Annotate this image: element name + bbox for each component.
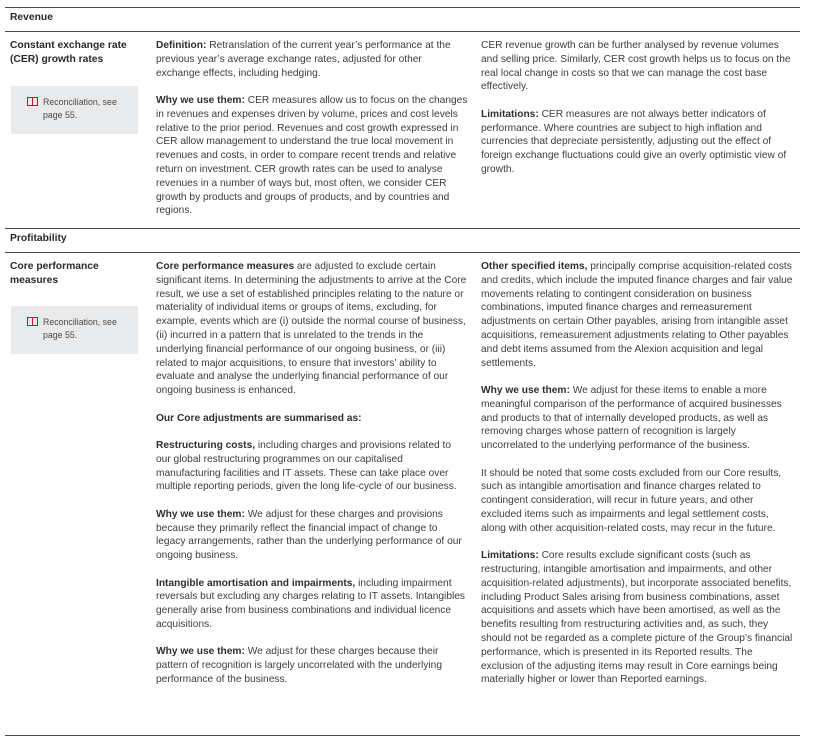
- limitations-paragraph: Limitations: CER measures are not always better indicators of performance. Where countries are subject to high inflation and currencies that depreciate persistently, adjusting out the effect of foreign exchange fluctuations could give an overly optimistic view of growth.: [481, 108, 787, 175]
- intangible-paragraph: Intangible amortisation and impairments, including impairment reversals but excluding any charges relating to IT assets. Intangibles generally arise from business combinations and individual licence acquisitions.: [156, 577, 466, 630]
- revenue-column-1: [156, 39, 468, 232]
- revenue-header-rule: [5, 31, 800, 32]
- reference-box-profitability: [11, 306, 138, 354]
- cer-analysis-paragraph: CER revenue growth can be further analysed by revenue volumes and selling price. Similarly, CER cost growth helps us to focus on the real local change in costs so that we can manage the cost base effectively.: [481, 40, 791, 93]
- restructuring-paragraph: Restructuring costs, including charges and provisions related to our global restructuring programmes on our capitalised manufacturing facilities and IT assets. These can take place over multiple reporting periods, given the long life-cycle of our business.: [156, 439, 457, 493]
- revenue-column-2: [481, 39, 793, 190]
- restructuring-why-paragraph: Why we use them: We adjust for these charges and provisions because they primarily reflect the financial impact of change to legacy arrangements, rather than the underlying performance of our ongoing business.: [156, 508, 462, 562]
- profitability-column-1: [156, 260, 468, 700]
- section-title-profitability: Profitability: [10, 233, 67, 244]
- bottom-rule: [5, 735, 800, 736]
- profitability-header-rule: [5, 252, 800, 253]
- top-rule: [5, 7, 800, 8]
- other-items-why-paragraph: Why we use them: We adjust for these items to enable a more meaningful comparison of the performance of acquired businesses and products to that of internally developed products, as well as removing charges whose pattern of recognition is largely uncorrelated to the underlying performance of the business.: [481, 384, 782, 452]
- reference-link-profitability[interactable]: Reconciliation, see page 55.: [43, 317, 117, 340]
- book-icon: [27, 317, 38, 326]
- why-we-use-paragraph: Why we use them: CER measures allow us to focus on the changes in revenues and expenses driven by volume, prices and cost levels relative to the prior period. Revenues and cost growth expressed in CER allow management to understand the true local movement in revenues and costs, in order to compare recent trends and relative return on investment. CER growth rates can be used to analyse revenues in a number of ways but, most often, we consider CER growth by products and groups of products, and by countries and regions.: [156, 94, 468, 217]
- profitability-top-rule: [5, 228, 800, 229]
- intangible-why-paragraph: Why we use them: We adjust for these charges because their pattern of recognition is largely uncorrelated with the underlying performance of the business.: [156, 646, 442, 685]
- row-title-core: Core performance measures: [10, 261, 99, 286]
- section-title-revenue: Revenue: [10, 12, 53, 23]
- profitability-column-2: [481, 260, 793, 701]
- other-items-paragraph: Other specified items, principally comprise acquisition-related costs and credits, which include the imputed finance charges and fair value movements relating to contingent consideration on business combinations, imputed finance charges and remeasurement adjustments on certain Other payables, arising from intangible asset acquisitions, remeasurement adjustments relating to Other payables and debt items assumed from the Alexion acquisition and legal settlements.: [481, 261, 793, 369]
- recurring-costs-paragraph: It should be noted that some costs excluded from our Core results, such as intangible amortisation and finance charges related to contingent consideration, will recur in future years, and other excluded items such as impairments and legal settlement costs, along with other acquisition-related costs, may recur in the future.: [481, 467, 782, 534]
- row-title-cer: Constant exchange rate (CER) growth rates: [10, 40, 127, 65]
- definition-paragraph: Definition: Retranslation of the current year’s performance at the previous year’s average exchange rates, adjusted for other exchange effects, including hedging.: [156, 40, 451, 79]
- reference-box-revenue: [11, 86, 138, 134]
- core-limitations-paragraph: Limitations: Core results exclude significant costs (such as restructuring, intangible amortisation and impairments, and other acquisition-related adjustments), but incorporate associated benefits, including Product Sales arising from business combinations, asset acquisitions and assets which have been amortised, as well as the benefits resulting from restructuring activities and, as such, they should not be regarded as a complete picture of the Group’s financial performance, which is presented in its Reported results. The exclusion of the adjusting items may result in Core earnings being materially higher or lower than Reported earnings.: [481, 550, 793, 686]
- core-measures-paragraph: Core performance measures are adjusted to exclude certain significant items. In determining the adjustments to arrive at the Core result, we use a set of established principles relating to the nature or materiality of individual items or groups of items, excluding, for example, events which are (i) outside the normal course of business, (ii) incurred in a pattern that is unrelated to the trends in the underlying financial performance of our ongoing business, or (iii) related to major acquisitions, to ensure that investors’ ability to evaluate and analyse the underlying financial performance of our ongoing business is enhanced.: [156, 261, 467, 397]
- book-icon: [27, 97, 38, 106]
- reference-link-revenue[interactable]: Reconciliation, see page 55.: [43, 97, 117, 120]
- core-adjustments-heading: Our Core adjustments are summarised as:: [156, 412, 362, 424]
